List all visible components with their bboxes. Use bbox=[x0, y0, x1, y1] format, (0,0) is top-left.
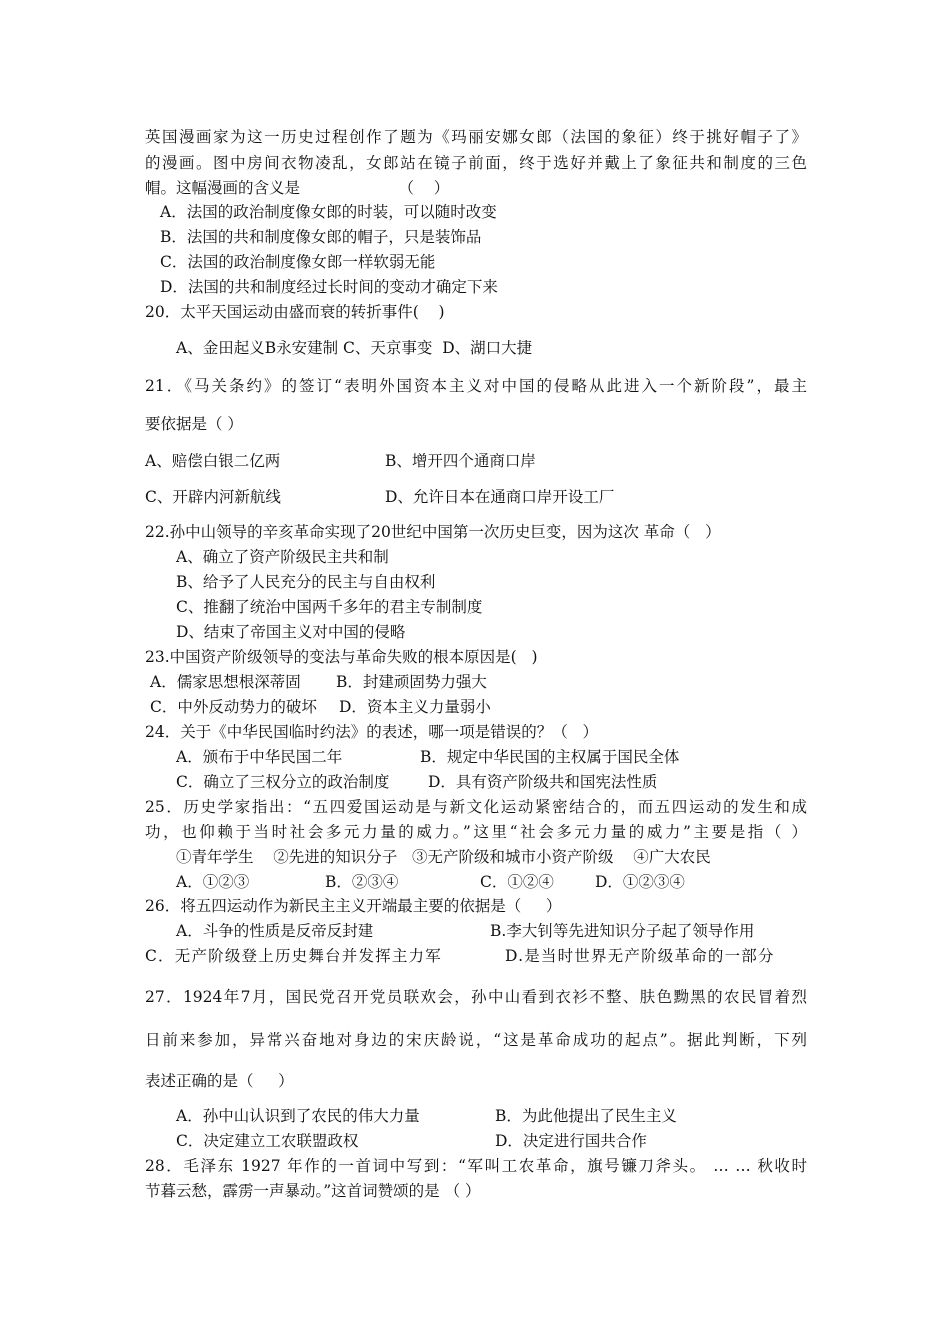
q20-options: A、金田起义B永安建制 C、天京事变 D、湖口大捷 bbox=[176, 339, 533, 357]
q22-option-b: B、给予了人民充分的民主与自由权利 bbox=[176, 573, 436, 591]
q27-option-a: A．孙中山认识到了农民的伟大力量 bbox=[176, 1107, 420, 1125]
q27-stem-line-3: 表述正确的是（ ） bbox=[145, 1072, 294, 1090]
q23-option-d: D．资本主义力量弱小 bbox=[339, 698, 491, 716]
q26-option-b: B.李大钊等先进知识分子起了领导作用 bbox=[490, 922, 755, 940]
q24-option-d: D．具有资产阶级共和国宪法性质 bbox=[428, 773, 658, 791]
q19-option-b: B．法国的共和制度像女郎的帽子，只是装饰品 bbox=[160, 228, 482, 246]
q25-option-b: B．②③④ bbox=[325, 873, 399, 891]
q25-option-c: C．①②④ bbox=[480, 873, 554, 891]
q19-stem-line-2: 的漫画。图中房间衣物凌乱，女郎站在镜子前面，终于选好并戴上了象征共和制度的三色 bbox=[145, 154, 807, 172]
q21-option-b: B、增开四个通商口岸 bbox=[385, 452, 536, 470]
q22-option-d: D、结束了帝国主义对中国的侵略 bbox=[176, 623, 406, 641]
q27-option-d: D．决定进行国共合作 bbox=[495, 1132, 647, 1150]
q27-option-c: C．决定建立工农联盟政权 bbox=[176, 1132, 359, 1150]
q25-option-a: A．①②③ bbox=[176, 873, 250, 891]
q28-stem-line-1: 28．毛泽东 1927 年作的一首词中写到：“军叫工农革命，旗号镰刀斧头。 … … 秋收时 bbox=[145, 1157, 807, 1175]
q22-stem: 22.孙中山领导的辛亥革命实现了20世纪中国第一次历史巨变，因为这次 革命（ ） bbox=[145, 523, 721, 541]
q25-option-d: D．①②③④ bbox=[595, 873, 685, 891]
q21-option-c: C、开辟内河新航线 bbox=[145, 488, 281, 506]
q21-stem-line-2: 要依据是（ ） bbox=[145, 415, 243, 433]
q19-option-d: D．法国的共和制度经过长时间的变动才确定下来 bbox=[160, 278, 498, 296]
q21-option-d: D、允许日本在通商口岸开设工厂 bbox=[385, 488, 615, 506]
q23-stem: 23.中国资产阶级领导的变法与革命失败的根本原因是( ) bbox=[145, 648, 538, 666]
q23-option-a: A．儒家思想根深蒂固 bbox=[150, 673, 301, 691]
q19-option-a: A．法国的政治制度像女郎的时装，可以随时改变 bbox=[160, 203, 497, 221]
q26-stem: 26．将五四运动作为新民主主义开端最主要的依据是（ ） bbox=[145, 897, 562, 915]
q24-stem: 24．关于《中华民国临时约法》的表述，哪一项是错误的？（ ） bbox=[145, 723, 599, 741]
q23-option-c: C．中外反动势力的破坏 bbox=[150, 698, 317, 716]
q27-stem-line-1: 27．1924年7月，国民党召开党员联欢会，孙中山看到衣衫不整、肤色黝黑的农民冒着烈 bbox=[145, 988, 807, 1006]
q26-option-d: D.是当时世界无产阶级革命的一部分 bbox=[505, 947, 775, 965]
q19-stem-line-1: 英国漫画家为这一历史过程创作了题为《玛丽安娜女郎（法国的象征）终于挑好帽子了》 bbox=[145, 128, 807, 146]
q25-items: ①青年学生 ②先进的知识分子 ③无产阶级和城市小资产阶级 ④广大农民 bbox=[176, 848, 711, 866]
q21-stem-line-1: 21．《马关条约》的签订“表明外国资本主义对中国的侵略从此进入一个新阶段”，最主 bbox=[145, 377, 807, 395]
q24-option-a: A．颁布于中华民国二年 bbox=[176, 748, 343, 766]
q22-option-c: C、推翻了统治中国两千多年的君主专制制度 bbox=[176, 598, 483, 616]
q27-option-b: B．为此他提出了民生主义 bbox=[495, 1107, 677, 1125]
q26-option-c: C．无产阶级登上历史舞台并发挥主力军 bbox=[145, 947, 442, 965]
q21-option-a: A、赔偿白银二亿两 bbox=[145, 452, 281, 470]
q22-option-a: A、确立了资产阶级民主共和制 bbox=[176, 548, 389, 566]
q26-option-a: A．斗争的性质是反帝反封建 bbox=[176, 922, 374, 940]
q25-stem-line-2: 功，也仰赖于当时社会多元力量的威力。”这里“社会多元力量的威力”主要是指（ ） bbox=[145, 823, 807, 841]
q19-stem-line-3: 帽。这幅漫画的含义是 （ ） bbox=[145, 179, 450, 197]
q28-stem-line-2: 节暮云愁，霹雳一声暴动。”这首词赞颂的是 （ ） bbox=[145, 1182, 481, 1200]
q24-option-c: C．确立了三权分立的政治制度 bbox=[176, 773, 390, 791]
q20-stem: 20．太平天国运动由盛而衰的转折事件( ) bbox=[145, 303, 445, 321]
q25-stem-line-1: 25．历史学家指出：“五四爱国运动是与新文化运动紧密结合的，而五四运动的发生和成 bbox=[145, 798, 807, 816]
q24-option-b: B．规定中华民国的主权属于国民全体 bbox=[420, 748, 680, 766]
q27-stem-line-2: 日前来参加，异常兴奋地对身边的宋庆龄说，“这是革命成功的起点”。据此判断，下列 bbox=[145, 1031, 807, 1049]
q19-option-c: C．法国的政治制度像女郎一样软弱无能 bbox=[160, 253, 436, 271]
q23-option-b: B．封建顽固势力强大 bbox=[336, 673, 487, 691]
